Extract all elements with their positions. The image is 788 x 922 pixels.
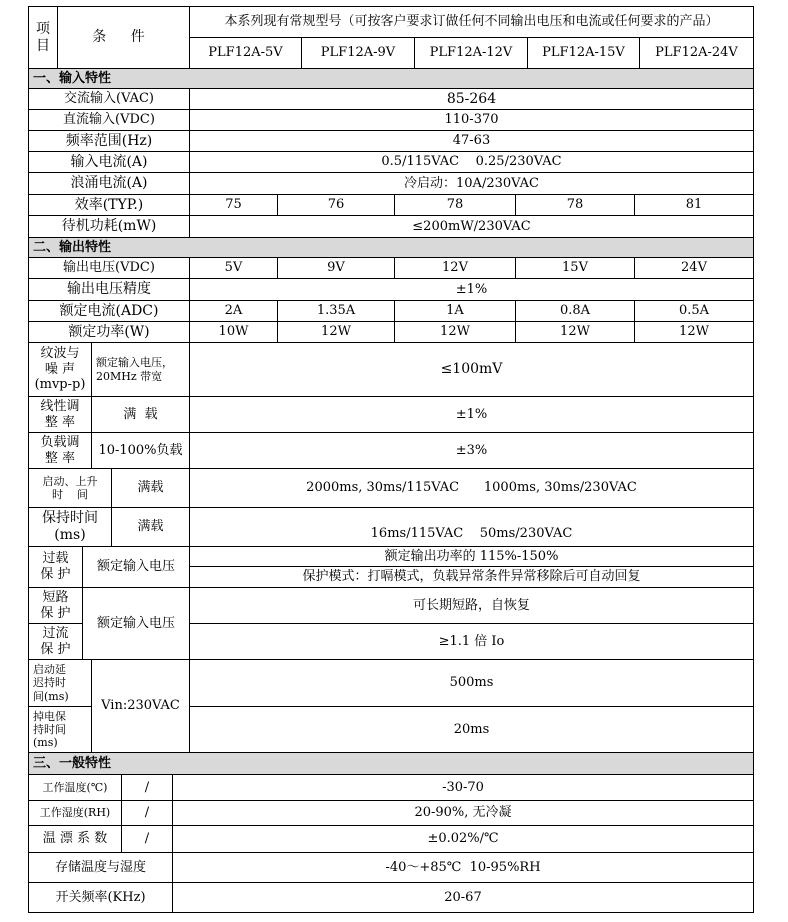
humidity-label: 工作湿度(RH) — [28, 800, 122, 826]
temp-coef-value: ±0.02%/℃ — [172, 825, 754, 853]
section-output-title: 二、输出特性 — [28, 237, 754, 258]
short-circuit-value: 可长期短路，自恢复 — [189, 587, 754, 624]
model-15v: PLF12A-15V — [527, 37, 640, 69]
input-current-label: 输入电流(A) — [28, 151, 190, 173]
holdup-off-value: 20ms — [189, 706, 754, 753]
load-reg-value: ±3% — [189, 432, 754, 469]
rated-current-label: 额定电流(ADC) — [28, 300, 190, 322]
inrush-label: 浪涌电流(A) — [28, 172, 190, 195]
rated-current-5v: 2A — [189, 300, 278, 322]
short-circuit-label: 短路 保 护 — [28, 587, 83, 624]
timing-condition: Vin:230VAC — [91, 659, 190, 753]
rated-power-label: 额定功率(W) — [28, 321, 190, 343]
standby-value: ≤200mW/230VAC — [189, 215, 754, 238]
storage-value: -40～+85℃ 10-95%RH — [172, 852, 754, 883]
overload-value-1: 额定输出功率的 115%-150% — [189, 546, 754, 567]
section-input-title: 一、输入特性 — [28, 68, 754, 89]
efficiency-9v: 76 — [277, 194, 395, 216]
load-reg-condition: 10-100%负载 — [91, 432, 190, 469]
rated-current-24v: 0.5A — [634, 300, 754, 322]
input-current-value: 0.5/115VAC 0.25/230VAC — [189, 151, 754, 173]
rise-time-value: 2000ms, 30ms/115VAC 1000ms, 30ms/230VAC — [189, 468, 754, 508]
freq-value: 47-63 — [189, 130, 754, 152]
freq-label: 频率范围(Hz) — [28, 130, 190, 152]
model-9v: PLF12A-9V — [301, 37, 415, 69]
ripple-value: ≤100mV — [189, 342, 754, 397]
ripple-label: 纹波与 噪 声 (mvp-p) — [28, 342, 92, 397]
output-voltage-label: 输出电压(VDC) — [28, 257, 190, 279]
efficiency-5v: 75 — [189, 194, 278, 216]
rated-power-5v: 10W — [189, 321, 278, 343]
op-temp-condition: / — [121, 774, 173, 801]
output-voltage-5v: 5V — [189, 257, 278, 279]
output-voltage-15v: 15V — [515, 257, 635, 279]
line-reg-value: ±1% — [189, 396, 754, 433]
storage-label: 存储温度与湿度 — [28, 852, 173, 883]
model-5v: PLF12A-5V — [189, 37, 302, 69]
overload-condition: 额定输入电压 — [82, 546, 190, 588]
rated-power-24v: 12W — [634, 321, 754, 343]
accuracy-label: 输出电压精度 — [28, 278, 190, 301]
output-voltage-9v: 9V — [277, 257, 395, 279]
inrush-value: 冷启动：10A/230VAC — [189, 172, 754, 195]
section-general-title: 三、一般特性 — [28, 752, 754, 775]
startup-delay-label: 启动延 迟持时 间(ms) — [28, 659, 92, 707]
load-reg-label: 负载调 整 率 — [28, 432, 92, 469]
startup-delay-value: 500ms — [189, 659, 754, 707]
holdup-off-label: 掉电保 持时间 (ms) — [28, 706, 92, 753]
humidity-value: 20-90%, 无冷凝 — [172, 800, 754, 826]
overload-value-2: 保护模式：打嗝模式，负载异常条件异常移除后可自动回复 — [189, 566, 754, 588]
humidity-condition: / — [121, 800, 173, 826]
rated-power-12v: 12W — [394, 321, 516, 343]
standby-label: 待机功耗(mW) — [28, 215, 190, 238]
temp-coef-condition: / — [121, 825, 173, 853]
hold-time-label: 保持时间 (ms) — [28, 507, 112, 547]
item-header: 项 目 — [28, 6, 58, 69]
dc-input-value: 110-370 — [189, 109, 754, 131]
rated-power-15v: 12W — [515, 321, 635, 343]
rated-current-15v: 0.8A — [515, 300, 635, 322]
output-voltage-12v: 12V — [394, 257, 516, 279]
op-temp-value: -30-70 — [172, 774, 754, 801]
ac-input-value: 85-264 — [189, 88, 754, 110]
switch-freq-value: 20-67 — [172, 882, 754, 913]
rated-current-9v: 1.35A — [277, 300, 395, 322]
rise-time-label: 启动、上升 时 间 — [28, 468, 112, 508]
rated-current-12v: 1A — [394, 300, 516, 322]
condition-header: 条 件 — [57, 6, 190, 69]
hold-time-condition: 满载 — [111, 507, 190, 547]
switch-freq-label: 开关频率(KHz) — [28, 882, 173, 913]
line-reg-label: 线性调 整 率 — [28, 396, 92, 433]
line-reg-condition: 满 载 — [91, 396, 190, 433]
accuracy-value: ±1% — [189, 278, 754, 301]
overcurrent-label: 过流 保 护 — [28, 623, 83, 660]
overcurrent-value: ≥1.1 倍 Io — [189, 623, 754, 660]
ripple-condition: 额定输入电压， 20MHz 带宽 — [91, 342, 190, 397]
model-12v: PLF12A-12V — [414, 37, 528, 69]
dc-input-label: 直流输入(VDC) — [28, 109, 190, 131]
efficiency-15v: 78 — [515, 194, 635, 216]
efficiency-label: 效率(TYP.) — [28, 194, 190, 216]
rise-time-condition: 满载 — [111, 468, 190, 508]
efficiency-12v: 78 — [394, 194, 516, 216]
protection-condition: 额定输入电压 — [82, 587, 190, 660]
rated-power-9v: 12W — [277, 321, 395, 343]
hold-time-value: 16ms/115VAC 50ms/230VAC — [189, 507, 754, 547]
ac-input-label: 交流输入(VAC) — [28, 88, 190, 110]
op-temp-label: 工作温度(℃) — [28, 774, 122, 801]
temp-coef-label: 温 漂 系 数 — [28, 825, 122, 853]
output-voltage-24v: 24V — [634, 257, 754, 279]
efficiency-24v: 81 — [634, 194, 754, 216]
model-24v: PLF12A-24V — [639, 37, 754, 69]
overload-label: 过载 保 护 — [28, 546, 83, 588]
series-title: 本系列现有常规型号（可按客户要求订做任何不同输出电压和电流或任何要求的产品） — [189, 6, 754, 38]
